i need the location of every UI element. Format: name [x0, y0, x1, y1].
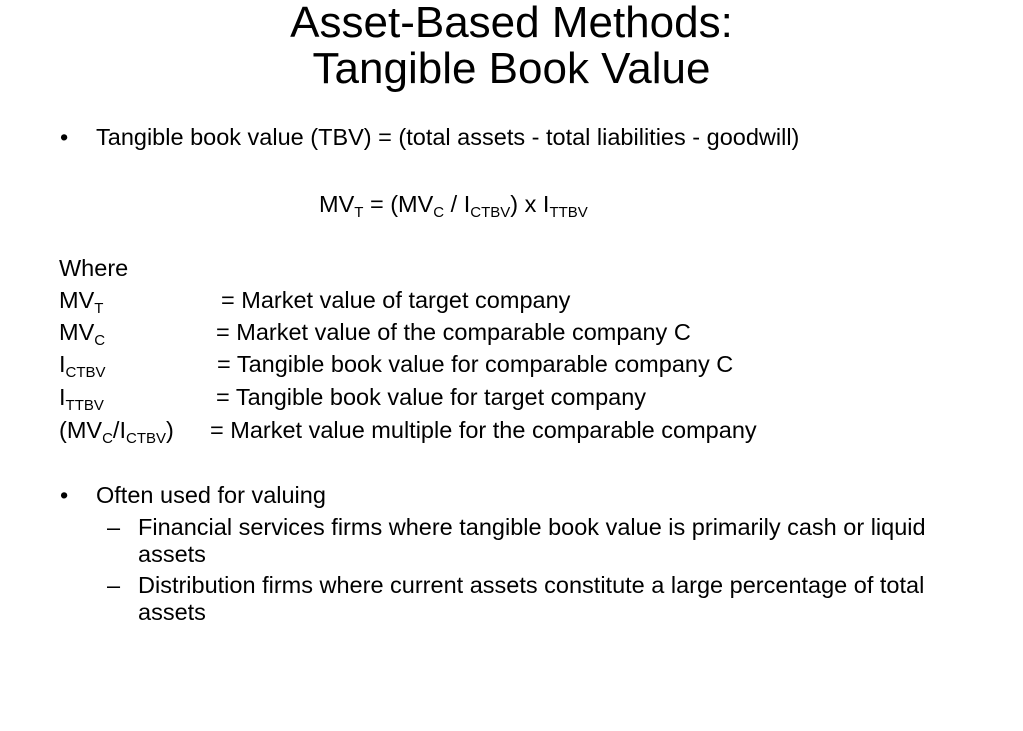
- def-var-ictbv: $I_{CTBV}$: [59, 351, 106, 381]
- where-label: Where: [59, 255, 129, 281]
- subitem-marker: –: [107, 514, 121, 540]
- slide-title: [0, 0, 1023, 92]
- subitem-marker: –: [107, 572, 121, 598]
- bullet-text: Often used for valuing: [96, 482, 326, 508]
- subitem-text: Financial services firms where tangible book value is primarily cash or liquid assets: [138, 514, 926, 567]
- bullet-tbv-definition: [60, 123, 799, 151]
- def-desc-ittbv: = Tangible book value for target company: [216, 384, 647, 410]
- valuation-formula: [319, 190, 588, 221]
- title-line-2: Tangible Book Value: [312, 44, 711, 93]
- formula-sub-ctbv: CTBV: [470, 204, 511, 221]
- title-line-1: Asset-Based Methods:: [290, 0, 733, 47]
- formula-mv: MV: [319, 191, 355, 217]
- def-desc-ictbv: = Tangible book value for comparable company C: [217, 351, 734, 377]
- def-var-ittbv: $I_{TTBV}$: [59, 384, 104, 414]
- subitem-distribution: [107, 572, 987, 626]
- def-var-mvt: $MV_T$: [59, 287, 104, 317]
- subitem-text: Distribution firms where current assets constitute a large percentage of total assets: [138, 572, 925, 625]
- bullet-marker: •: [60, 124, 69, 150]
- formula-sub-ttbv: TTBV: [549, 204, 588, 221]
- bullet-text: Tangible book value (TBV) = (total assets - total liabilities - goodwill): [96, 124, 800, 150]
- bullet-marker: •: [60, 482, 69, 508]
- formula-sub-t: T: [354, 204, 364, 221]
- def-desc-multiple: = Market value multiple for the comparable company: [210, 417, 757, 443]
- def-var-multiple: $(MV_C/I_{CTBV})$: [59, 417, 174, 447]
- def-var-mvc: $MV_C$: [59, 319, 106, 349]
- formula-eq: = (MV: [363, 191, 434, 217]
- def-desc-mvc: = Market value of the comparable company C: [216, 319, 691, 345]
- def-desc-mvt: = Market value of target company: [221, 287, 571, 313]
- formula-sub-c: C: [433, 204, 445, 221]
- bullet-often-used: [60, 481, 326, 509]
- formula-slash-i: / I: [444, 191, 471, 217]
- subitem-financial-services: [107, 514, 987, 568]
- formula-times-i: ) x I: [510, 191, 550, 217]
